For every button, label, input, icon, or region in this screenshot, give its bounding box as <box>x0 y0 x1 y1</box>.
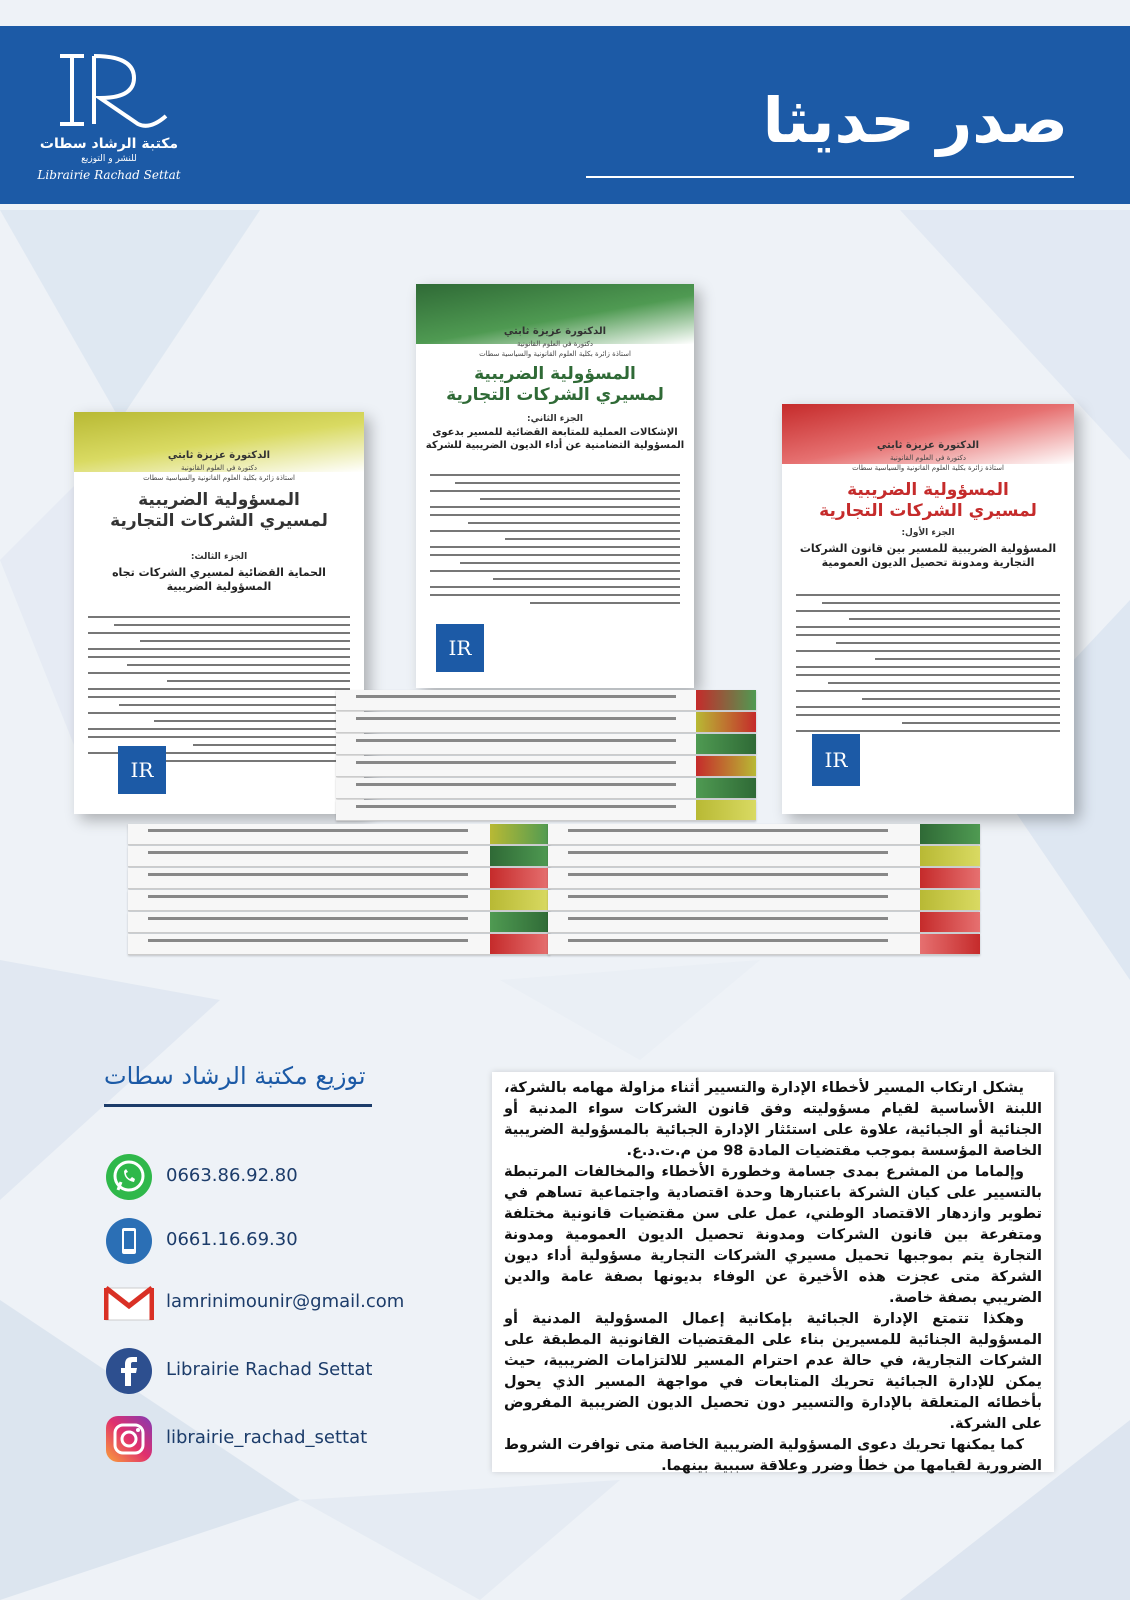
book-affiliation: استاذة زائرة بكلية العلوم القانونية والسياسية سطات <box>143 474 295 482</box>
book-spine <box>336 778 756 799</box>
description-paragraph-4: كما يمكنها تحريك دعوى المسؤولية الضريبية الخاصة متى توافرت الشروط الضرورية لقيامها من خطأ وضرر وعلاقة سببية بينهما. <box>504 1437 1042 1474</box>
book-toc-lines <box>430 474 680 610</box>
headline-underline <box>586 176 1074 178</box>
book-author: الدكتورة عزيزة ثابتي <box>503 326 607 337</box>
publisher-logo <box>34 46 184 186</box>
book-spine <box>548 934 980 955</box>
book-cover-part-1 <box>782 404 1074 814</box>
book-subtitle: الإشكالات العملية للمتابعة القضائية للمسير بدعوى المسؤولية التضامنية عن أداء الديون الضريبية للشركة <box>425 427 685 451</box>
logo-lr-monogram-icon <box>42 46 172 136</box>
book-spine <box>128 934 550 955</box>
book-spine <box>128 890 550 911</box>
description-paragraph-1: يشكل ارتكاب المسير لأخطاء الإدارة والتسيير أثناء مزاولة مهامه بالشركة، اللبنة الأساسية لقيام مسؤوليته وفق قانون الشركات سواء المدنية أو الجنائية أو الجبائية، علاوة على استئثار الإدارة الجبائية بالمسؤولية الضريبية الخاصة المؤسسة بموجب مقتضيات المادة 98 من م.ت.د.ع. <box>504 1080 1042 1159</box>
book-author: الدكتورة عزيزة ثابتي <box>876 440 980 451</box>
book-degree: دكتورة في العلوم القانونية <box>517 340 593 348</box>
facebook-icon <box>104 1346 154 1396</box>
book-cover-part-3 <box>74 412 364 814</box>
book-spine <box>548 846 980 867</box>
book-degree: دكتورة في العلوم القانونية <box>890 454 966 462</box>
description-paragraph-2: وإلماما من المشرع بمدى جسامة وخطورة الأخطاء والمخالفات المرتبطة بالتسيير على كيان الشركة باعتبارها وحدة اقتصادية واجتماعية تساهم في تطوير وازدهار الاقتصاد الوطني، عمل على سن مقتضيات قانونية مختلفة ومتفرعة بين قانون الشركات ومدونة تحصيل الديون العمومية ومدونة التجارة يتم بموجبها تحميل مسيري الشركات التجارية مسؤولية أداء ديون الشركة متى عجزت هذه الأخيرة عن الوفاء بديونها بصفة عامة والدين الضريبي بصفة خاصة. <box>504 1164 1042 1306</box>
book-publisher-badge: IR <box>118 746 166 794</box>
logo-tagline: للنشر و التوزيع <box>81 154 137 164</box>
instagram-icon <box>104 1414 154 1464</box>
headline: صدر حديثا <box>762 84 1068 157</box>
distribution-title: توزيع مكتبة الرشاد سطات <box>104 1062 366 1090</box>
distribution-underline <box>104 1104 372 1107</box>
book-spine <box>128 912 550 933</box>
contact-phone <box>104 1216 504 1266</box>
whatsapp-icon <box>104 1152 154 1202</box>
whatsapp-number[interactable]: 0663.86.92.80 <box>166 1165 298 1186</box>
book-subtitle: الحماية القضائية لمسيري الشركات تجاه المسؤولية الضريبية <box>112 566 326 594</box>
gmail-icon <box>104 1278 154 1328</box>
book-publisher-badge: IR <box>436 624 484 672</box>
logo-latin-name: Librairie Rachad Settat <box>37 168 181 182</box>
book-part: الجزء الثالث: <box>190 552 248 562</box>
book-spine <box>548 824 980 845</box>
book-subtitle: المسؤولية الضريبية للمسير بين قانون الشركات التجارية ومدونة تحصيل الديون العمومية <box>799 542 1057 570</box>
book-spine <box>336 800 756 821</box>
book-spine <box>128 846 550 867</box>
contact-instagram <box>104 1414 504 1464</box>
book-publisher-badge: IR <box>812 734 860 786</box>
book-spine <box>548 868 980 889</box>
contact-facebook <box>104 1346 504 1396</box>
logo-arabic-name: مكتبة الرشاد سطات <box>39 136 179 152</box>
phone-number[interactable]: 0661.16.69.30 <box>166 1229 298 1250</box>
book-part: الجزء الأول: <box>901 528 955 538</box>
book-affiliation: استاذة زائرة بكلية العلوم القانونية والسياسية سطات <box>479 350 631 358</box>
book-cover-part-2 <box>416 284 694 688</box>
description-paragraph-3: وهكذا تتمتع الإدارة الجبائية بإمكانية إعمال المسؤولية المدنية أو المسؤولية الجنائية للمسيرين بناء على المقتضيات القانونية المطبقة على الشركات التجارية، في حالة عدم احترام المسير للالتزامات الضريبية، حيث يمكن للإدارة الجبائية تحريك المتابعات في مواجهة المسير الذي يحول بأخطائه المتعلقة بالإدارة والتسيير دون تحصيل الديون الضريبية المفروض على الشركة. <box>504 1311 1042 1432</box>
contact-whatsapp <box>104 1152 504 1202</box>
book-title: المسؤولية الضريبية لمسيري الشركات التجارية <box>110 490 328 532</box>
book-description <box>492 1072 1054 1472</box>
cover-band <box>74 412 364 472</box>
instagram-handle[interactable]: librairie_rachad_settat <box>166 1427 368 1448</box>
mobile-phone-icon <box>104 1216 154 1266</box>
book-spine <box>336 734 756 755</box>
book-part: الجزء الثاني: <box>527 414 583 424</box>
book-degree: دكتورة في العلوم القانونية <box>181 464 257 472</box>
book-spine <box>128 824 550 845</box>
book-spine <box>128 868 550 889</box>
book-author: الدكتورة عزيزة ثابتي <box>167 450 271 461</box>
book-spine <box>336 756 756 777</box>
header-banner <box>0 26 1130 204</box>
book-title: المسؤولية الضريبية لمسيري الشركات التجارية <box>446 364 664 406</box>
book-spine <box>336 690 756 711</box>
facebook-page[interactable]: Librairie Rachad Settat <box>166 1359 373 1380</box>
book-spine <box>548 890 980 911</box>
contact-email <box>104 1278 504 1328</box>
book-spine <box>336 712 756 733</box>
book-affiliation: استاذة زائرة بكلية العلوم القانونية والسياسية سطات <box>852 464 1004 472</box>
book-title: المسؤولية الضريبية لمسيري الشركات التجارية <box>819 480 1037 522</box>
book-toc-lines <box>796 594 1060 738</box>
book-spine <box>548 912 980 933</box>
email-address[interactable]: lamrinimounir@gmail.com <box>166 1291 405 1312</box>
